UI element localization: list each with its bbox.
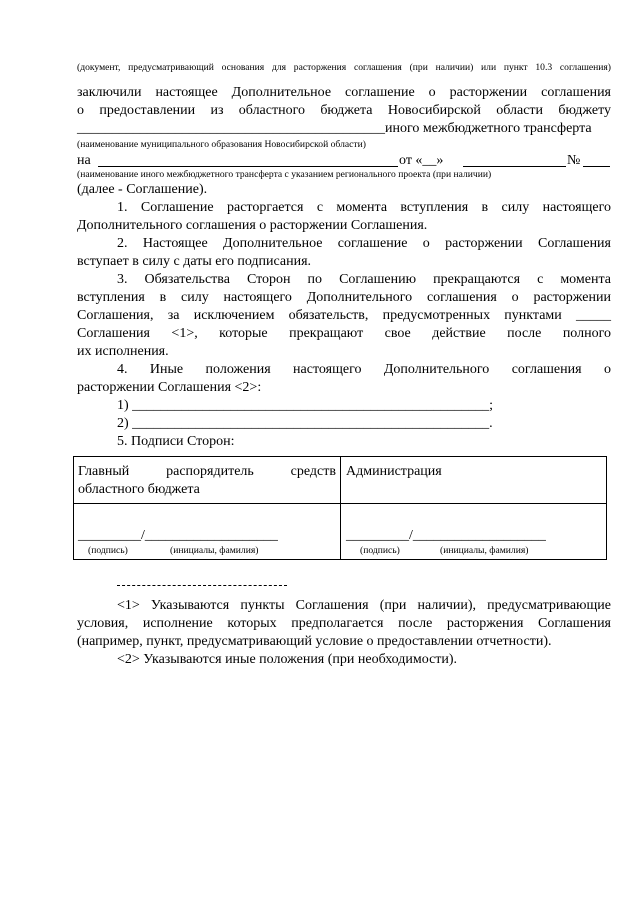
number-blank bbox=[583, 166, 610, 167]
left-header-line-1: Главный распорядитель средств bbox=[78, 464, 336, 479]
municipality-caption: (наименование муниципального образования Новосибирской области) bbox=[77, 139, 366, 150]
right-name-caption: (инициалы, фамилия) bbox=[440, 545, 529, 556]
footnote-separator bbox=[117, 585, 287, 586]
right-header: Администрация bbox=[346, 464, 442, 479]
clause-2-line-2: вступает в силу с даты его подписания. bbox=[77, 254, 312, 269]
clause-3-line-5: их исполнения. bbox=[77, 344, 169, 359]
table-row-divider bbox=[74, 503, 606, 504]
left-signature-line: _________/___________________ bbox=[78, 528, 278, 543]
left-signature-caption: (подпись) bbox=[88, 545, 128, 556]
clause-2-line-1: 2. Настоящее Дополнительное соглашение о расторжении Соглашения bbox=[117, 236, 611, 251]
number-sign: № bbox=[567, 153, 581, 168]
clause-3-line-1: 3. Обязательства Сторон по Соглашению прекращаются с момента bbox=[117, 272, 611, 287]
clause-1-line-1: 1. Соглашение расторгается с момента вступления в силу настоящего bbox=[117, 200, 611, 215]
header-note: (документ, предусматривающий основания для расторжения соглашения (при наличии) или пункт 10.3 соглашения) bbox=[77, 62, 611, 73]
footnote-1-line-2: условия, исполнение которых предполагается после расторжения Соглашения bbox=[77, 616, 611, 631]
table-column-divider bbox=[340, 457, 341, 559]
clause-3-line-3: Соглашения, за исключением обязательств, предусмотренных пунктами _____ bbox=[77, 308, 611, 323]
intro-line-2: о предоставлении из областного бюджета Новосибирской области бюджету bbox=[77, 103, 611, 118]
left-name-caption: (инициалы, фамилия) bbox=[170, 545, 259, 556]
date-blank bbox=[463, 166, 566, 167]
footnote-2: <2> Указываются иные положения (при необходимости). bbox=[117, 652, 458, 667]
intro-line-5: (далее - Соглашение). bbox=[77, 182, 208, 197]
clause-4-item-2: 2) ___________________________________________________. bbox=[117, 416, 493, 431]
transfer-name-blank bbox=[98, 166, 398, 167]
intro-line-3 bbox=[77, 120, 611, 137]
intro-line-1: заключили настоящее Дополнительное соглашение о расторжении соглашения bbox=[77, 85, 611, 100]
clause-1-line-2: Дополнительного соглашения о расторжении Соглашения. bbox=[77, 218, 428, 233]
clause-4-line-1: 4. Иные положения настоящего Дополнительного соглашения о bbox=[117, 362, 611, 377]
transfer-caption: (наименование иного межбюджетного трансферта с указанием регионального проекта (при наличии) bbox=[77, 169, 492, 180]
signature-table bbox=[73, 456, 607, 560]
footnote-1-line-3: (например, пункт, предусматривающий условие о предоставлении отчетности). bbox=[77, 634, 552, 649]
right-signature-caption: (подпись) bbox=[360, 545, 400, 556]
transfer-text: иного межбюджетного трансферта bbox=[385, 121, 592, 136]
date-label: от «__» bbox=[399, 153, 444, 168]
clause-3-line-2: вступления в силу настоящего Дополнительного соглашения о расторжении bbox=[77, 290, 611, 305]
clause-4-line-2: расторжении Соглашения <2>: bbox=[77, 380, 262, 395]
clause-5: 5. Подписи Сторон: bbox=[117, 434, 235, 449]
clause-3-line-4: Соглашения <1>, которые прекращают свое действие после полного bbox=[77, 326, 611, 341]
prefix-na: на bbox=[77, 153, 91, 168]
left-header-line-2: областного бюджета bbox=[78, 482, 200, 497]
right-signature-line: _________/___________________ bbox=[346, 528, 546, 543]
clause-4-item-1: 1) ___________________________________________________; bbox=[117, 398, 494, 413]
footnote-1-line-1: <1> Указываются пункты Соглашения (при наличии), предусматривающие bbox=[117, 598, 611, 613]
municipality-blank: ____________________________________________ bbox=[77, 121, 385, 136]
